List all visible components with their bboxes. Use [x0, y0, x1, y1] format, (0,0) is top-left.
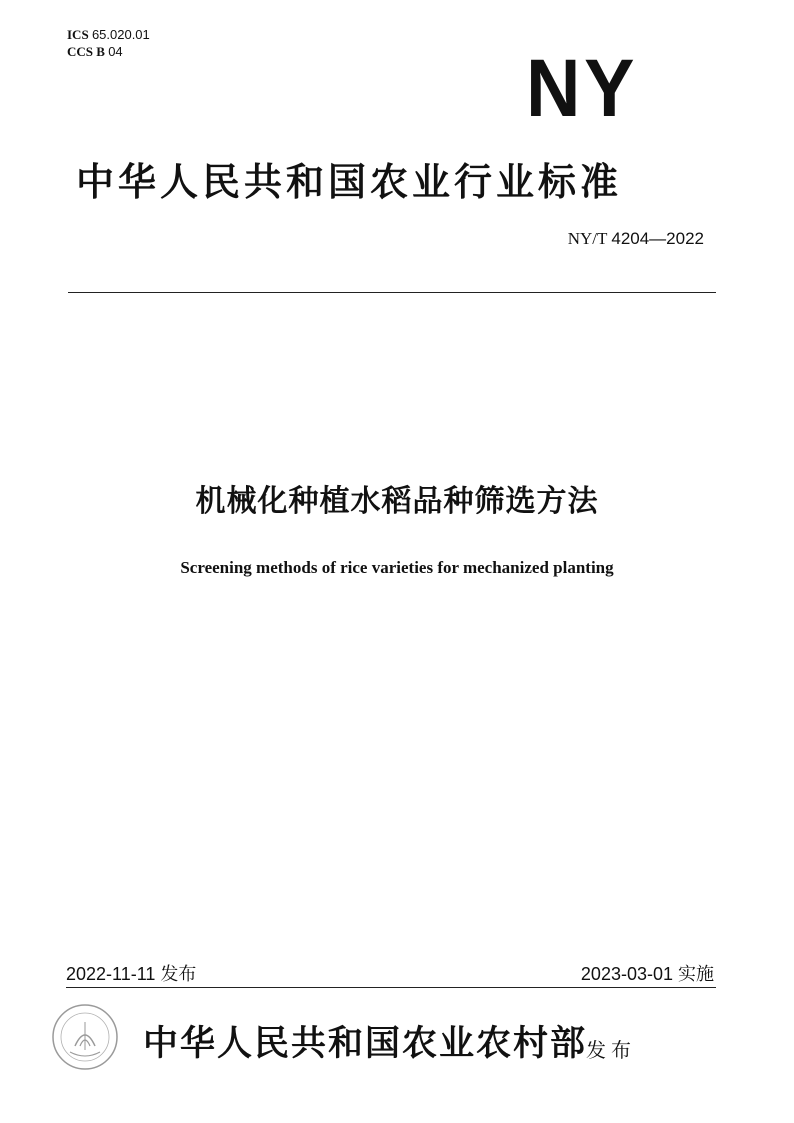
ics-code: [67, 26, 150, 43]
standard-number-value: 4204—2022: [611, 229, 704, 248]
top-divider: [68, 292, 716, 293]
publish-label: 发布: [586, 1038, 636, 1062]
document-title-zh: 机械化种植水稻品种筛选方法: [195, 484, 599, 519]
ics-value: 65.020.01: [91, 27, 150, 42]
ics-label: ICS: [67, 27, 89, 42]
ccs-value: 04: [108, 44, 123, 59]
implementation-date: 2023-03-01 实施: [580, 964, 714, 984]
issuing-ministry: 中华人民共和国农业农村部: [143, 1023, 588, 1064]
standard-number: [568, 229, 704, 249]
ministry-seal-icon: [50, 1002, 120, 1072]
issue-date: 2022-11-11 发布: [66, 964, 197, 984]
ny-logo: NY: [526, 43, 639, 134]
standard-number-prefix: NY/T: [567, 229, 608, 248]
ccs-code: [67, 43, 150, 60]
document-title-en: Screening methods of rice varieties for mechanized planting: [180, 558, 614, 577]
classification-codes: [67, 26, 150, 60]
standard-type-title: 中华人民共和国农业行业标准: [76, 160, 623, 204]
ccs-label: CCS B: [67, 44, 105, 59]
bottom-divider: [66, 987, 716, 988]
